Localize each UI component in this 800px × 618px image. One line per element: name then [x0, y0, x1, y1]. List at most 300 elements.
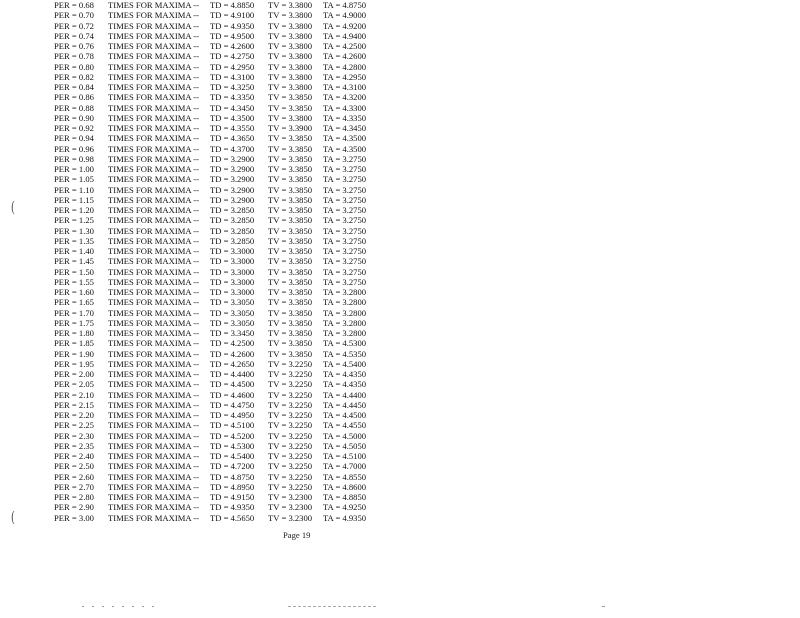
table-row: [54, 246, 394, 256]
ta-value: TA = 3.2750: [323, 215, 367, 226]
ta-value: TA = 4.8600: [323, 481, 367, 492]
table-row: [54, 297, 394, 307]
row-label: TIMES FOR MAXIMA --: [108, 184, 199, 195]
row-label: TIMES FOR MAXIMA --: [108, 194, 199, 205]
per-value: PER = 1.40: [54, 246, 94, 256]
td-value: TD = 4.2650: [210, 358, 255, 369]
per-value: PER = 2.80: [54, 492, 94, 502]
tv-value: TV = 3.3800: [268, 20, 313, 31]
table-row: [54, 164, 394, 174]
per-value: PER = 1.15: [54, 194, 94, 205]
tv-value: TV = 3.2250: [268, 471, 313, 482]
row-label: TIMES FOR MAXIMA --: [108, 41, 199, 51]
per-value: PER = 0.72: [54, 20, 94, 31]
table-row: [54, 215, 394, 225]
td-value: TD = 3.3000: [210, 246, 255, 256]
ta-value: TA = 3.2750: [323, 194, 367, 205]
tv-value: TV = 3.3850: [268, 174, 313, 185]
row-label: TIMES FOR MAXIMA --: [108, 20, 199, 31]
per-value: PER = 3.00: [54, 512, 94, 523]
row-label: TIMES FOR MAXIMA --: [108, 215, 199, 226]
row-label: TIMES FOR MAXIMA --: [108, 492, 199, 502]
table-row: [54, 369, 394, 379]
tv-value: TV = 3.3800: [268, 71, 313, 82]
per-value: PER = 0.68: [54, 0, 94, 10]
td-value: TD = 4.4750: [210, 399, 255, 410]
tv-value: TV = 3.3800: [268, 0, 313, 10]
per-value: PER = 0.80: [54, 61, 94, 72]
scan-artifact: [602, 606, 605, 607]
row-label: TIMES FOR MAXIMA --: [108, 0, 199, 10]
row-label: TIMES FOR MAXIMA --: [108, 451, 199, 461]
tv-value: TV = 3.2250: [268, 410, 313, 420]
row-label: TIMES FOR MAXIMA --: [108, 143, 199, 154]
td-value: TD = 4.3250: [210, 82, 255, 92]
per-value: PER = 0.88: [54, 102, 94, 113]
ta-value: TA = 4.5350: [323, 348, 367, 359]
table-row: [54, 431, 394, 441]
tv-value: TV = 3.3850: [268, 317, 313, 328]
td-value: TD = 4.3550: [210, 123, 255, 133]
ta-value: TA = 4.8750: [323, 0, 367, 10]
per-value: PER = 0.74: [54, 30, 94, 41]
td-value: TD = 4.3650: [210, 133, 255, 144]
tv-value: TV = 3.2250: [268, 461, 313, 472]
per-value: PER = 0.90: [54, 112, 94, 123]
row-label: TIMES FOR MAXIMA --: [108, 369, 199, 379]
td-value: TD = 4.3350: [210, 92, 255, 103]
per-value: PER = 1.90: [54, 348, 94, 359]
row-label: TIMES FOR MAXIMA --: [108, 256, 199, 267]
td-value: TD = 3.2850: [210, 235, 255, 246]
td-value: TD = 4.5300: [210, 440, 255, 451]
td-value: TD = 4.2950: [210, 61, 255, 72]
per-value: PER = 1.25: [54, 215, 94, 226]
row-label: TIMES FOR MAXIMA --: [108, 461, 199, 472]
table-row: [54, 441, 394, 451]
row-label: TIMES FOR MAXIMA --: [108, 102, 199, 113]
tv-value: TV = 3.3850: [268, 297, 313, 308]
row-label: TIMES FOR MAXIMA --: [108, 338, 199, 349]
row-label: TIMES FOR MAXIMA --: [108, 430, 199, 441]
per-value: PER = 0.92: [54, 123, 94, 133]
td-value: TD = 3.2900: [210, 184, 255, 195]
per-value: PER = 0.82: [54, 71, 94, 82]
tv-value: TV = 3.3800: [268, 51, 313, 62]
tv-value: TV = 3.3850: [268, 133, 313, 144]
row-label: TIMES FOR MAXIMA --: [108, 133, 199, 144]
ta-value: TA = 3.2750: [323, 225, 367, 236]
scan-artifact: [288, 606, 376, 607]
per-value: PER = 1.55: [54, 276, 94, 287]
td-value: TD = 4.8750: [210, 471, 255, 482]
row-label: TIMES FOR MAXIMA --: [108, 276, 199, 287]
td-value: TD = 3.2900: [210, 153, 255, 164]
tv-value: TV = 3.3800: [268, 30, 313, 41]
tv-value: TV = 3.3800: [268, 82, 313, 92]
per-value: PER = 2.25: [54, 420, 94, 431]
td-value: TD = 4.5650: [210, 512, 255, 523]
tv-value: TV = 3.2250: [268, 379, 313, 390]
row-label: TIMES FOR MAXIMA --: [108, 389, 199, 400]
table-row: [54, 287, 394, 297]
table-row: [54, 410, 394, 420]
per-value: PER = 1.00: [54, 164, 94, 174]
row-label: TIMES FOR MAXIMA --: [108, 153, 199, 164]
row-label: TIMES FOR MAXIMA --: [108, 420, 199, 431]
ta-value: TA = 4.4500: [323, 410, 367, 420]
table-row: [54, 21, 394, 31]
row-label: TIMES FOR MAXIMA --: [108, 512, 199, 523]
row-label: TIMES FOR MAXIMA --: [108, 379, 199, 390]
row-label: TIMES FOR MAXIMA --: [108, 246, 199, 256]
ta-value: TA = 3.2750: [323, 184, 367, 195]
tv-value: TV = 3.3800: [268, 41, 313, 51]
row-label: TIMES FOR MAXIMA --: [108, 164, 199, 174]
table-row: [54, 379, 394, 389]
ta-value: TA = 4.2800: [323, 61, 367, 72]
per-value: PER = 1.95: [54, 358, 94, 369]
ta-value: TA = 3.2750: [323, 276, 367, 287]
per-value: PER = 1.05: [54, 174, 94, 185]
per-value: PER = 1.50: [54, 266, 94, 277]
per-value: PER = 2.00: [54, 369, 94, 379]
table-row: [54, 31, 394, 41]
ta-value: TA = 3.2750: [323, 246, 367, 256]
td-value: TD = 4.8850: [210, 0, 255, 10]
table-row: [54, 349, 394, 359]
row-label: TIMES FOR MAXIMA --: [108, 112, 199, 123]
tv-value: TV = 3.3850: [268, 276, 313, 287]
per-value: PER = 0.86: [54, 92, 94, 103]
td-value: TD = 3.2900: [210, 164, 255, 174]
table-row: [54, 226, 394, 236]
td-value: TD = 3.2850: [210, 205, 255, 215]
table-row: [54, 472, 394, 482]
row-label: TIMES FOR MAXIMA --: [108, 410, 199, 420]
tv-value: TV = 3.2300: [268, 492, 313, 502]
per-value: PER = 0.70: [54, 10, 94, 21]
ta-value: TA = 4.5000: [323, 430, 367, 441]
table-row: [54, 328, 394, 338]
table-row: [54, 308, 394, 318]
tv-value: TV = 3.3850: [268, 215, 313, 226]
row-label: TIMES FOR MAXIMA --: [108, 71, 199, 82]
row-label: TIMES FOR MAXIMA --: [108, 471, 199, 482]
table-row: [54, 400, 394, 410]
per-value: PER = 2.60: [54, 471, 94, 482]
td-value: TD = 3.2850: [210, 225, 255, 236]
tv-value: TV = 3.2300: [268, 502, 313, 513]
ta-value: TA = 4.9350: [323, 512, 367, 523]
tv-value: TV = 3.3850: [268, 338, 313, 349]
tv-value: TV = 3.3850: [268, 153, 313, 164]
tv-value: TV = 3.2250: [268, 481, 313, 492]
per-value: PER = 1.45: [54, 256, 94, 267]
row-label: TIMES FOR MAXIMA --: [108, 92, 199, 103]
ta-value: TA = 4.3200: [323, 92, 367, 103]
maxima-table: [54, 0, 394, 523]
per-value: PER = 1.35: [54, 235, 94, 246]
table-row: [54, 359, 394, 369]
row-label: TIMES FOR MAXIMA --: [108, 174, 199, 185]
td-value: TD = 4.3700: [210, 143, 255, 154]
td-value: TD = 4.5100: [210, 420, 255, 431]
per-value: PER = 2.35: [54, 440, 94, 451]
ta-value: TA = 4.9250: [323, 502, 367, 513]
per-value: PER = 2.50: [54, 461, 94, 472]
table-row: [54, 277, 394, 287]
td-value: TD = 4.2600: [210, 41, 255, 51]
ta-value: TA = 4.4350: [323, 369, 367, 379]
row-label: TIMES FOR MAXIMA --: [108, 358, 199, 369]
row-label: TIMES FOR MAXIMA --: [108, 235, 199, 246]
ta-value: TA = 4.8850: [323, 492, 367, 502]
ta-value: TA = 4.3350: [323, 112, 367, 123]
td-value: TD = 4.5200: [210, 430, 255, 441]
ta-value: TA = 4.8550: [323, 471, 367, 482]
td-value: TD = 4.4950: [210, 410, 255, 420]
per-value: PER = 1.65: [54, 297, 94, 308]
per-value: PER = 2.90: [54, 502, 94, 513]
per-value: PER = 2.20: [54, 410, 94, 420]
td-value: TD = 3.3000: [210, 266, 255, 277]
tv-value: TV = 3.3800: [268, 10, 313, 21]
table-row: [54, 318, 394, 328]
td-value: TD = 4.4500: [210, 379, 255, 390]
row-label: TIMES FOR MAXIMA --: [108, 399, 199, 410]
td-value: TD = 3.2850: [210, 215, 255, 226]
table-row: [54, 236, 394, 246]
td-value: TD = 4.4600: [210, 389, 255, 400]
tv-value: TV = 3.3850: [268, 184, 313, 195]
row-label: TIMES FOR MAXIMA --: [108, 297, 199, 308]
tv-value: TV = 3.2300: [268, 512, 313, 523]
tv-value: TV = 3.2250: [268, 440, 313, 451]
table-row: [54, 185, 394, 195]
td-value: TD = 4.5400: [210, 451, 255, 461]
row-label: TIMES FOR MAXIMA --: [108, 51, 199, 62]
per-value: PER = 0.96: [54, 143, 94, 154]
td-value: TD = 4.3500: [210, 112, 255, 123]
tv-value: TV = 3.3850: [268, 194, 313, 205]
row-label: TIMES FOR MAXIMA --: [108, 30, 199, 41]
tv-value: TV = 3.3850: [268, 92, 313, 103]
per-value: PER = 2.15: [54, 399, 94, 410]
tv-value: TV = 3.2250: [268, 358, 313, 369]
ta-value: TA = 4.4350: [323, 379, 367, 390]
row-label: TIMES FOR MAXIMA --: [108, 266, 199, 277]
tv-value: TV = 3.2250: [268, 451, 313, 461]
td-value: TD = 3.2900: [210, 174, 255, 185]
ta-value: TA = 4.5100: [323, 451, 367, 461]
tv-value: TV = 3.3850: [268, 164, 313, 174]
table-row: [54, 174, 394, 184]
table-row: [54, 195, 394, 205]
ta-value: TA = 4.3500: [323, 143, 367, 154]
table-row: [54, 502, 394, 512]
table-row: [54, 390, 394, 400]
per-value: PER = 1.85: [54, 338, 94, 349]
td-value: TD = 4.2600: [210, 348, 255, 359]
ta-value: TA = 4.3450: [323, 123, 367, 133]
td-value: TD = 4.3100: [210, 71, 255, 82]
page-number: Page 19: [283, 530, 311, 540]
ta-value: TA = 4.2600: [323, 51, 367, 62]
ta-value: TA = 4.3500: [323, 133, 367, 144]
td-value: TD = 4.9100: [210, 10, 255, 21]
tv-value: TV = 3.3850: [268, 266, 313, 277]
td-value: TD = 3.3050: [210, 307, 255, 318]
tv-value: TV = 3.3850: [268, 328, 313, 338]
td-value: TD = 4.9350: [210, 20, 255, 31]
tv-value: TV = 3.3850: [268, 256, 313, 267]
row-label: TIMES FOR MAXIMA --: [108, 61, 199, 72]
table-row: [54, 82, 394, 92]
per-value: PER = 2.70: [54, 481, 94, 492]
td-value: TD = 3.3000: [210, 287, 255, 297]
td-value: TD = 3.2900: [210, 194, 255, 205]
per-value: PER = 2.05: [54, 379, 94, 390]
ta-value: TA = 4.4550: [323, 420, 367, 431]
ta-value: TA = 4.2950: [323, 71, 367, 82]
per-value: PER = 0.94: [54, 133, 94, 144]
ta-value: TA = 4.9400: [323, 30, 367, 41]
ta-value: TA = 3.2750: [323, 174, 367, 185]
table-row: [54, 51, 394, 61]
ta-value: TA = 4.9200: [323, 20, 367, 31]
per-value: PER = 1.80: [54, 328, 94, 338]
ta-value: TA = 3.2750: [323, 153, 367, 164]
table-row: [54, 205, 394, 215]
row-label: TIMES FOR MAXIMA --: [108, 307, 199, 318]
per-value: PER = 1.10: [54, 184, 94, 195]
tv-value: TV = 3.3850: [268, 348, 313, 359]
per-value: PER = 2.30: [54, 430, 94, 441]
table-row: [54, 420, 394, 430]
table-row: [54, 461, 394, 471]
table-row: [54, 513, 394, 523]
ta-value: TA = 3.2750: [323, 266, 367, 277]
per-value: PER = 1.75: [54, 317, 94, 328]
td-value: TD = 4.9500: [210, 30, 255, 41]
ta-value: TA = 4.7000: [323, 461, 367, 472]
td-value: TD = 4.7200: [210, 461, 255, 472]
table-row: [54, 267, 394, 277]
tv-value: TV = 3.3850: [268, 225, 313, 236]
margin-mark: (: [10, 198, 15, 216]
per-value: PER = 2.10: [54, 389, 94, 400]
ta-value: TA = 3.2800: [323, 307, 367, 318]
tv-value: TV = 3.3850: [268, 143, 313, 154]
table-row: [54, 10, 394, 20]
ta-value: TA = 3.2750: [323, 256, 367, 267]
tv-value: TV = 3.2250: [268, 389, 313, 400]
td-value: TD = 4.9350: [210, 502, 255, 513]
td-value: TD = 4.9150: [210, 492, 255, 502]
table-row: [54, 72, 394, 82]
per-value: PER = 1.60: [54, 287, 94, 297]
td-value: TD = 4.4400: [210, 369, 255, 379]
ta-value: TA = 4.5400: [323, 358, 367, 369]
table-row: [54, 482, 394, 492]
row-label: TIMES FOR MAXIMA --: [108, 502, 199, 513]
tv-value: TV = 3.2250: [268, 430, 313, 441]
table-row: [54, 92, 394, 102]
row-label: TIMES FOR MAXIMA --: [108, 328, 199, 338]
table-row: [54, 103, 394, 113]
tv-value: TV = 3.2250: [268, 399, 313, 410]
td-value: TD = 3.3450: [210, 328, 255, 338]
row-label: TIMES FOR MAXIMA --: [108, 10, 199, 21]
table-row: [54, 492, 394, 502]
ta-value: TA = 3.2800: [323, 287, 367, 297]
row-label: TIMES FOR MAXIMA --: [108, 348, 199, 359]
tv-value: TV = 3.3850: [268, 205, 313, 215]
tv-value: TV = 3.3850: [268, 235, 313, 246]
ta-value: TA = 4.3100: [323, 82, 367, 92]
table-row: [54, 144, 394, 154]
row-label: TIMES FOR MAXIMA --: [108, 225, 199, 236]
table-row: [54, 123, 394, 133]
per-value: PER = 1.70: [54, 307, 94, 318]
ta-value: TA = 4.4400: [323, 389, 367, 400]
table-row: [54, 41, 394, 51]
row-label: TIMES FOR MAXIMA --: [108, 440, 199, 451]
td-value: TD = 4.8950: [210, 481, 255, 492]
td-value: TD = 3.3050: [210, 297, 255, 308]
td-value: TD = 4.2750: [210, 51, 255, 62]
per-value: PER = 1.20: [54, 205, 94, 215]
per-value: PER = 0.76: [54, 41, 94, 51]
row-label: TIMES FOR MAXIMA --: [108, 287, 199, 297]
table-row: [54, 0, 394, 10]
ta-value: TA = 3.2750: [323, 164, 367, 174]
ta-value: TA = 4.2500: [323, 41, 367, 51]
per-value: PER = 0.98: [54, 153, 94, 164]
tv-value: TV = 3.2250: [268, 420, 313, 431]
ta-value: TA = 4.9000: [323, 10, 367, 21]
row-label: TIMES FOR MAXIMA --: [108, 481, 199, 492]
row-label: TIMES FOR MAXIMA --: [108, 205, 199, 215]
td-value: TD = 4.3450: [210, 102, 255, 113]
table-row: [54, 113, 394, 123]
ta-value: TA = 4.5050: [323, 440, 367, 451]
ta-value: TA = 4.3300: [323, 102, 367, 113]
table-row: [54, 154, 394, 164]
tv-value: TV = 3.3900: [268, 123, 313, 133]
row-label: TIMES FOR MAXIMA --: [108, 82, 199, 92]
tv-value: TV = 3.3850: [268, 307, 313, 318]
tv-value: TV = 3.3850: [268, 102, 313, 113]
td-value: TD = 4.2500: [210, 338, 255, 349]
scan-artifact: [82, 606, 162, 607]
table-row: [54, 62, 394, 72]
tv-value: TV = 3.3800: [268, 112, 313, 123]
ta-value: TA = 3.2800: [323, 328, 367, 338]
table-row: [54, 338, 394, 348]
row-label: TIMES FOR MAXIMA --: [108, 123, 199, 133]
ta-value: TA = 4.4450: [323, 399, 367, 410]
row-label: TIMES FOR MAXIMA --: [108, 317, 199, 328]
tv-value: TV = 3.3850: [268, 246, 313, 256]
margin-mark: (: [10, 508, 15, 526]
ta-value: TA = 3.2800: [323, 297, 367, 308]
td-value: TD = 3.3000: [210, 256, 255, 267]
table-row: [54, 133, 394, 143]
tv-value: TV = 3.3800: [268, 61, 313, 72]
td-value: TD = 3.3050: [210, 317, 255, 328]
